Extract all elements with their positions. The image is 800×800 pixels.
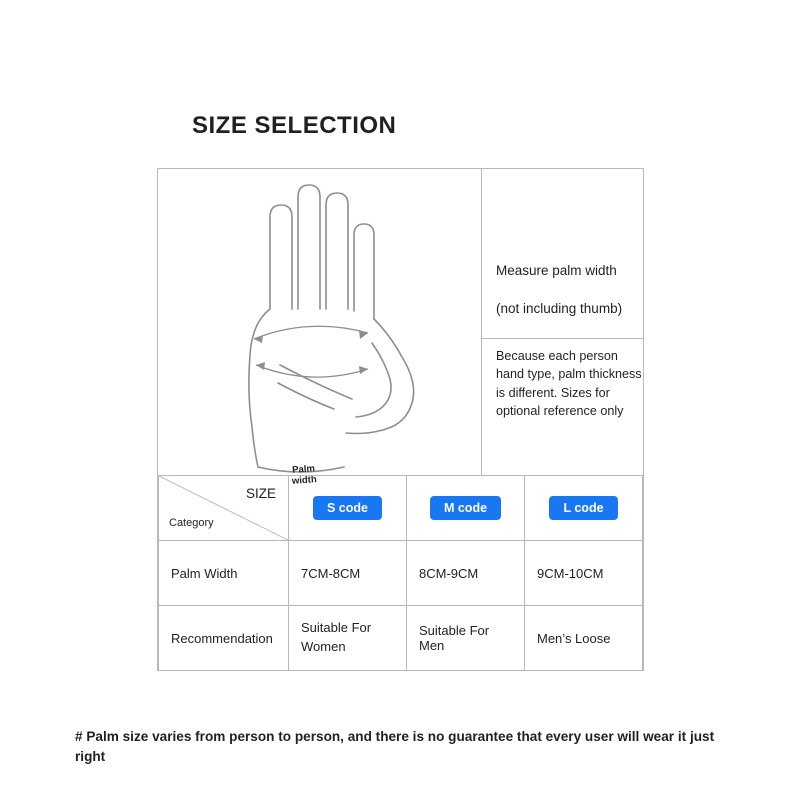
badge-l-code[interactable]: L code (549, 496, 617, 521)
hand-diagram-icon (158, 169, 482, 474)
row-label-recommendation: Recommendation (159, 606, 289, 671)
table-corner-cell (159, 476, 289, 541)
footnote: # Palm size varies from person to person, and there is no guarantee that every user will wear it just right (75, 729, 715, 764)
cell-recommendation-s: Suitable For Women (289, 606, 407, 671)
size-table (158, 475, 643, 671)
notes-pane (482, 169, 643, 475)
measure-title: Measure palm width (496, 263, 617, 278)
column-header-s (289, 476, 407, 541)
page-title: SIZE SELECTION (192, 112, 397, 139)
measure-subtitle: (not including thumb) (496, 301, 623, 316)
illustration-and-notes (158, 169, 643, 487)
corner-size-label: SIZE (245, 486, 276, 501)
cell-palm-width-m: 8CM-9CM (407, 541, 525, 606)
cell-recommendation-m: Suitable For Men (407, 606, 525, 671)
table-row (159, 541, 643, 606)
cell-recommendation-l: Men’s Loose (525, 606, 643, 671)
notes-body: Because each person hand type, palm thickness is different. Sizes for optional reference only (496, 349, 642, 418)
notes-divider (482, 338, 643, 339)
palm-width-label-line2: width (291, 474, 318, 487)
corner-category-label: Category (169, 517, 214, 529)
badge-s-code[interactable]: S code (313, 496, 382, 521)
row-label-palm-width: Palm Width (159, 541, 289, 606)
cell-palm-width-l: 9CM-10CM (525, 541, 643, 606)
badge-m-code[interactable]: M code (430, 496, 501, 521)
size-selection-card (157, 168, 644, 671)
table-header-row (159, 476, 643, 541)
column-header-m (407, 476, 525, 541)
column-header-l (525, 476, 643, 541)
palm-width-label-line1: Palm (291, 463, 316, 476)
table-row (159, 606, 643, 671)
hand-illustration-pane (158, 169, 482, 487)
cell-palm-width-s: 7CM-8CM (289, 541, 407, 606)
